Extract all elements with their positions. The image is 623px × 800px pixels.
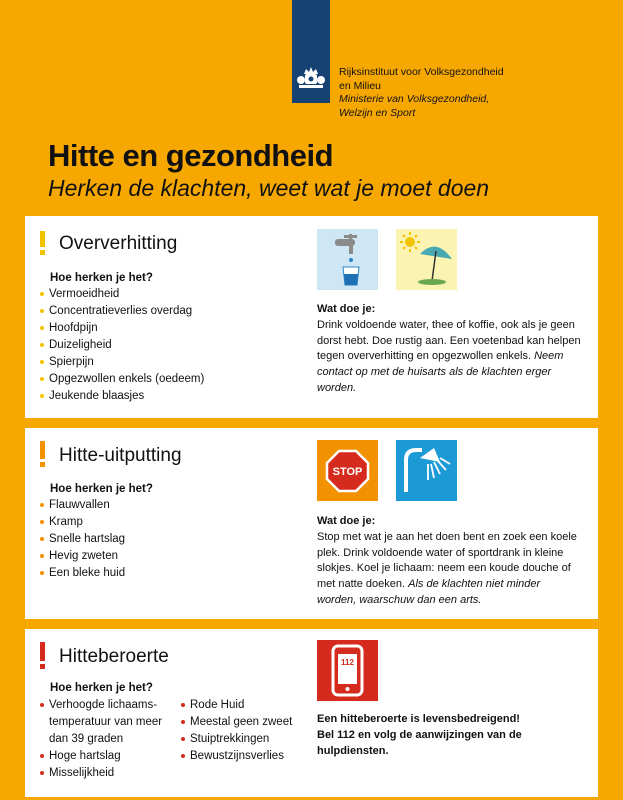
list-item: Misselijkheid <box>38 765 168 782</box>
section-hitte-uitputting <box>25 428 598 619</box>
symptom-question: Hoe herken je het? <box>50 483 153 495</box>
list-item: Duizeligheid <box>38 337 204 354</box>
list-item: Kramp <box>38 514 125 531</box>
page-title: Hitte en gezondheid <box>48 138 333 173</box>
page-subtitle: Herken de klachten, weet wat je moet doen <box>48 175 490 201</box>
org-line-2: en Milieu <box>339 79 382 92</box>
stop-sign-icon <box>317 440 378 501</box>
rijksoverheid-logo-bar <box>292 0 330 103</box>
section-title: Oververhitting <box>59 233 178 254</box>
list-item: Spierpijn <box>38 354 204 371</box>
list-item: Een bleke huid <box>38 565 125 582</box>
org-line-1: Rijksinstituut voor Volksgezondheid <box>339 66 504 78</box>
action-block <box>317 302 582 397</box>
list-item: Rode Huid <box>179 697 292 714</box>
symptom-question: Hoe herken je het? <box>50 682 153 694</box>
symptom-question: Hoe herken je het? <box>50 272 153 284</box>
symptom-list <box>38 286 204 405</box>
list-item: Jeukende blaasjes <box>38 388 204 405</box>
action-heading: Wat doe je: <box>317 515 376 527</box>
list-item: Verhoogde lichaams-temperatuur van meer dan 39 graden <box>38 697 168 748</box>
ministry-line-1: Ministerie van Volksgezondheid, <box>339 93 490 105</box>
list-item: Hevig zweten <box>38 548 125 565</box>
list-item: Stuiptrekkingen <box>179 731 292 748</box>
sun-parasol-icon <box>396 229 457 290</box>
list-item: Meestal geen zweet <box>179 714 292 731</box>
action-text: Stop met wat je aan het doen bent en zoek een koele plek. Drink voldoende water of sportdrank in kleine slokjes. Koel je lichaam: neem een koude douche of met natte doeken. <box>317 530 577 591</box>
section-oververhitting <box>25 216 598 418</box>
water-tap-glass-icon <box>317 229 378 290</box>
symptom-list-col2 <box>179 697 292 765</box>
list-item: Hoge hartslag <box>38 748 168 765</box>
ministry-line-2: Welzijn en Sport <box>339 106 416 119</box>
crown-emblem-icon <box>296 64 326 90</box>
list-item: Hoofdpijn <box>38 320 204 337</box>
action-heading: Wat doe je: <box>317 303 376 315</box>
section-title: Hitte-uitputting <box>59 445 182 466</box>
list-item: Opgezwollen enkels (oedeem) <box>38 371 204 388</box>
action-block <box>317 514 582 609</box>
symptom-list <box>38 497 125 582</box>
action-note: Neem contact op met de huisarts als de klachten erger worden. <box>317 350 564 394</box>
stop-label: STOP <box>332 466 363 478</box>
section-hitteberoerte <box>25 629 598 797</box>
phone-112-icon <box>317 640 378 701</box>
section-title: Hitteberoerte <box>59 646 169 667</box>
warning-mark-yellow-icon <box>39 231 46 255</box>
organisation-name <box>339 66 504 120</box>
symptom-list-col1 <box>38 697 168 782</box>
shower-icon <box>396 440 457 501</box>
warning-mark-orange-icon <box>39 441 46 467</box>
list-item: Concentratieverlies overdag <box>38 303 204 320</box>
list-item: Bewustzijnsverlies <box>179 748 292 765</box>
list-item: Flauwvallen <box>38 497 125 514</box>
list-item: Vermoeidheid <box>38 286 204 303</box>
action-text: Drink voldoende water, thee of koffie, ook als je geen dorst hebt. Doe rustig aan. Een voetenbad kan helpen tegen oververhitting en opgezwollen enkels. <box>317 318 581 363</box>
list-item: Snelle hartslag <box>38 531 125 548</box>
warning-mark-red-icon <box>39 642 46 669</box>
action-text: Een hitteberoerte is levensbedreigend! Bel 112 en volg de aanwijzingen van de hulpdiensten. <box>317 713 522 757</box>
action-note: Als de klachten niet minder worden, waarschuw dan een arts. <box>317 578 541 606</box>
action-block <box>317 712 537 759</box>
phone-label: 112 <box>341 658 354 667</box>
